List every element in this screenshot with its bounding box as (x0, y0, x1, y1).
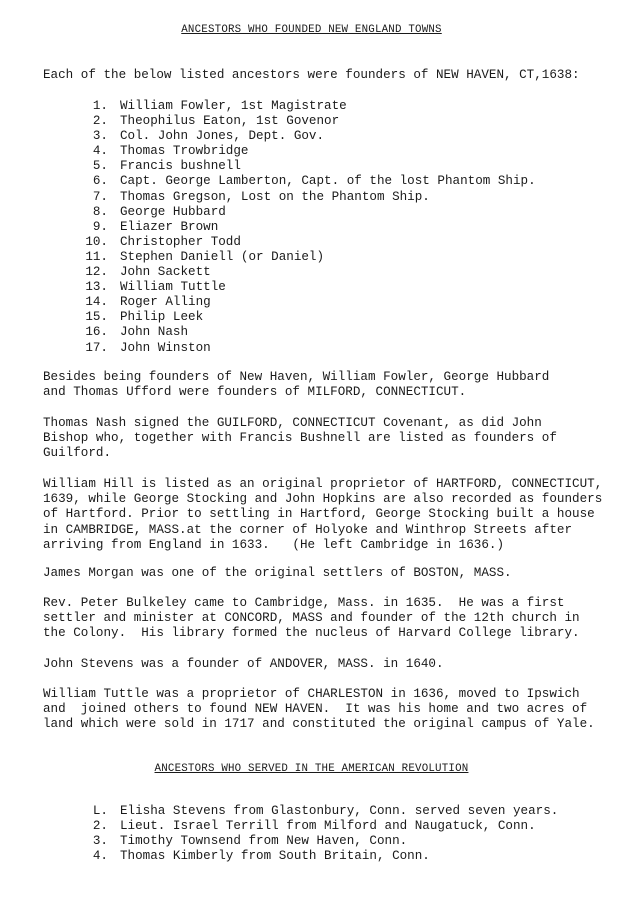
list-item-number: 8. (92, 204, 108, 219)
list-item (78, 310, 536, 325)
list-item (78, 250, 536, 265)
list-item-text: Thomas Gregson, Lost on the Phantom Ship. (120, 189, 430, 204)
paragraph-boston (43, 566, 618, 581)
list-item-number: 17. (85, 340, 108, 355)
list-item (78, 819, 558, 834)
list-item (78, 205, 536, 220)
list-item-text: Elisha Stevens from Glastonbury, Conn. served seven years. (120, 804, 559, 818)
paragraph-hartford (43, 477, 618, 553)
list-item-number: 15. (85, 310, 108, 325)
list-item-number: 5. (92, 159, 108, 174)
list-item-text: Lieut. Israel Terrill from Milford and Naugatuck, Conn. (120, 819, 536, 834)
list-item-number: 14. (85, 295, 108, 310)
paragraph-line: Bishop who, together with Francis Bushnell are listed as founders of (43, 431, 557, 446)
list-item-text: William Tuttle (120, 280, 226, 295)
list-item-text: Roger Alling (120, 295, 211, 310)
intro-text: Each of the below listed ancestors were founders of NEW HAVEN, CT,1638: (43, 68, 580, 82)
paragraph-line: John Stevens was a founder of ANDOVER, MASS. in 1640. (43, 657, 444, 671)
paragraph-line: the Colony. His library formed the nucleus of Harvard College library. (43, 626, 580, 641)
paragraph-line: James Morgan was one of the original settlers of BOSTON, MASS. (43, 566, 512, 580)
list-item-text: Philip Leek (120, 310, 204, 325)
paragraph-line: and joined others to found NEW HAVEN. It was his home and two acres of (43, 702, 588, 717)
list-item-text: John Nash (120, 325, 189, 340)
list-item-text: Christopher Todd (120, 234, 241, 249)
list-item-number: 13. (85, 280, 108, 295)
list-item-text: Stephen Daniell (or Daniel) (120, 249, 325, 264)
list-item-number: 12. (85, 265, 108, 280)
list-item-number: 10. (85, 234, 108, 249)
paragraph-line: William Tuttle was a proprietor of CHARLESTON in 1636, moved to Ipswich (43, 687, 580, 701)
list-item (78, 325, 536, 340)
list-item (78, 190, 536, 205)
paragraph-line: 1639, while George Stocking and John Hopkins are also recorded as founders (43, 492, 603, 507)
list-item-text: Thomas Kimberly from South Britain, Conn. (120, 849, 430, 864)
section-heading-founders: ANCESTORS WHO FOUNDED NEW ENGLAND TOWNS (181, 24, 442, 36)
list-item (78, 235, 536, 250)
list-item-text: Francis bushnell (120, 159, 241, 174)
paragraph-milford (43, 370, 618, 400)
section-heading-revolution: ANCESTORS WHO SERVED IN THE AMERICAN REVOLUTION (154, 763, 469, 775)
list-item-text: George Hubbard (120, 204, 226, 219)
list-item-number: 9. (92, 219, 108, 234)
list-item-number: 4. (92, 849, 108, 864)
list-item-number: 3. (92, 129, 108, 144)
list-item (78, 265, 536, 280)
list-item (78, 849, 558, 864)
revolution-list (78, 804, 558, 864)
paragraph-concord (43, 596, 618, 642)
list-item-number: 2. (92, 114, 108, 129)
list-item-text: Eliazer Brown (120, 219, 219, 234)
list-item (78, 144, 536, 159)
paragraph-line: Thomas Nash signed the GUILFORD, CONNECTICUT Covenant, as did John (43, 416, 542, 430)
list-item-text: Col. John Jones, Dept. Gov. (120, 129, 325, 144)
list-item-text: John Winston (120, 340, 211, 355)
list-item (78, 220, 536, 235)
list-item (78, 341, 536, 356)
paragraph-line: Guilford. (43, 446, 112, 461)
list-item (78, 834, 558, 849)
list-item-number: 4. (92, 144, 108, 159)
list-item-number: 1. (92, 99, 108, 113)
list-item-number: 6. (92, 174, 108, 189)
list-item (78, 280, 536, 295)
list-item-text: William Fowler, 1st Magistrate (120, 99, 347, 113)
list-item-number: 11. (85, 249, 108, 264)
list-item-number: L. (92, 804, 108, 818)
list-item-text: Theophilus Eaton, 1st Govenor (120, 114, 340, 129)
list-item (78, 159, 536, 174)
list-item-text: Timothy Townsend from New Haven, Conn. (120, 834, 408, 849)
paragraph-line: William Hill is listed as an original proprietor of HARTFORD, CONNECTICUT, (43, 477, 603, 491)
list-item (78, 129, 536, 144)
list-item (78, 804, 558, 819)
founders-list (78, 99, 536, 356)
list-item-number: 3. (92, 834, 108, 849)
list-item-number: 7. (92, 189, 108, 204)
paragraph-line: in CAMBRIDGE, MASS.at the corner of Holyoke and Winthrop Streets after (43, 522, 573, 537)
paragraph-line: of Hartford. Prior to settling in Hartford, George Stocking built a house (43, 507, 595, 522)
paragraph-line: Rev. Peter Bulkeley came to Cambridge, Mass. in 1635. He was a first (43, 596, 565, 610)
list-item-text: Thomas Trowbridge (120, 144, 249, 159)
list-item (78, 174, 536, 189)
list-item (78, 99, 536, 114)
paragraph-line: land which were sold in 1717 and constituted the original campus of Yale. (43, 717, 595, 732)
paragraph-guilford (43, 416, 618, 462)
paragraph-line: arriving from England in 1633. (He left Cambridge in 1636.) (43, 537, 505, 552)
list-item (78, 295, 536, 310)
list-item (78, 114, 536, 129)
paragraph-line: Besides being founders of New Haven, William Fowler, George Hubbard (43, 370, 550, 384)
list-item-number: 2. (92, 819, 108, 834)
paragraph-new-haven-yale (43, 687, 618, 733)
list-item-text: John Sackett (120, 265, 211, 280)
list-item-number: 16. (85, 325, 108, 340)
paragraph-line: and Thomas Ufford were founders of MILFORD, CONNECTICUT. (43, 385, 467, 400)
paragraph-andover (43, 657, 618, 672)
paragraph-line: settler and minister at CONCORD, MASS and founder of the 12th church in (43, 611, 580, 626)
list-item-text: Capt. George Lamberton, Capt. of the lost Phantom Ship. (120, 174, 536, 189)
